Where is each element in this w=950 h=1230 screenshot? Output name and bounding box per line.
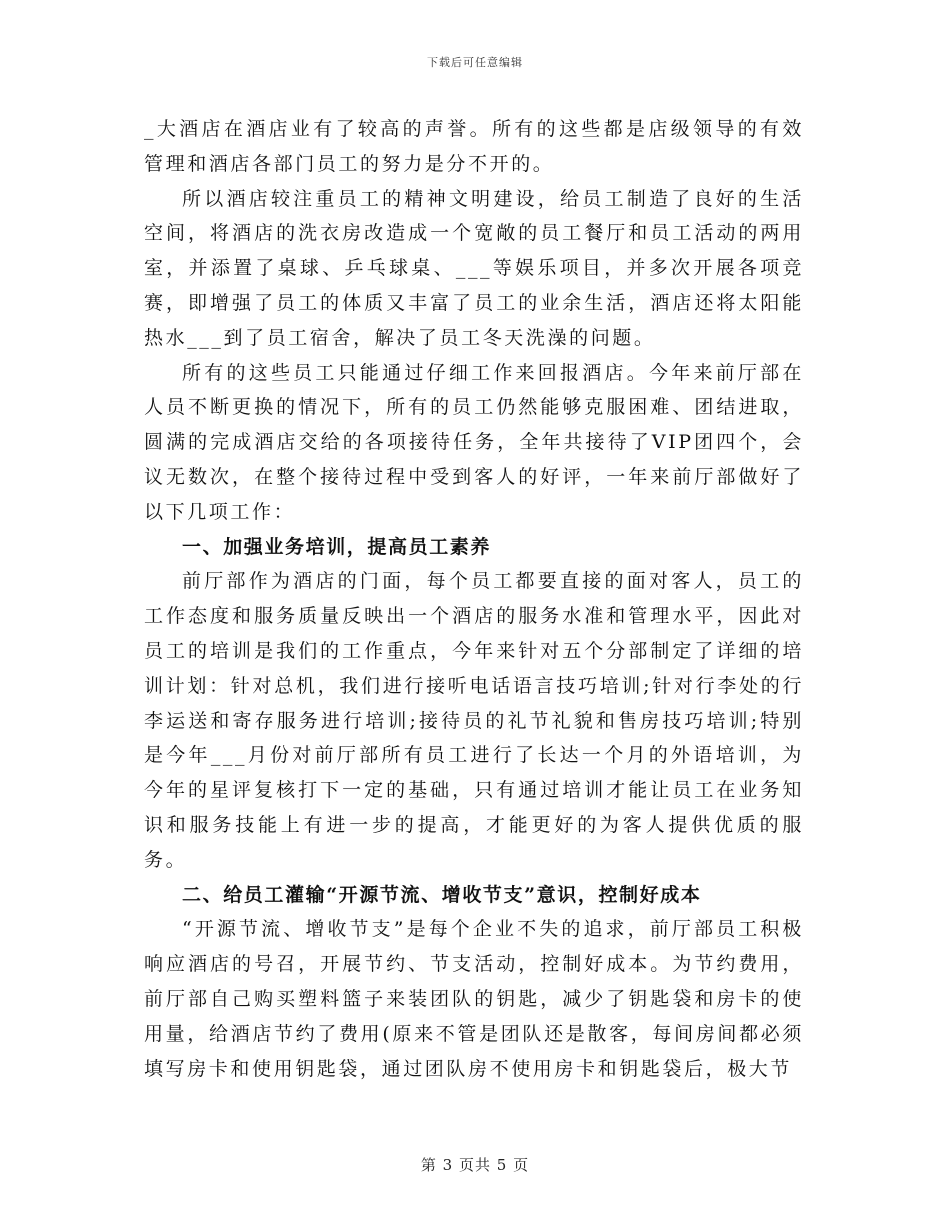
page-header: 下载后可任意编辑 bbox=[427, 56, 523, 69]
paragraph-2: 所以酒店较注重员工的精神文明建设，给员工制造了良好的生活空间，将酒店的洗衣房改造成一个宽敞的员工餐厅和员工活动的两用室，并添置了桌球、乒乓球桌、___等娱乐项目，并多次开展各项竞赛，即增强了员工的体质又丰富了员工的业余生活，酒店还将太阳能热水___到了员工宿舍，解决了员工冬天洗澡的问题。 bbox=[144, 187, 804, 349]
section-heading-1: 一、加强业务培训，提高员工素养 bbox=[182, 535, 492, 558]
document-body bbox=[144, 112, 804, 1086]
paragraph-3: 所有的这些员工只能通过仔细工作来回报酒店。今年来前厅部在人员不断更换的情况下，所有的员工仍然能够克服困难、团结进取，圆满的完成酒店交给的各项接待任务，全年共接待了VIP团四个，会议无数次，在整个接待过程中受到客人的好评，一年来前厅部做好了以下几项工作： bbox=[144, 361, 804, 523]
paragraph-4: 前厅部作为酒店的门面，每个员工都要直接的面对客人，员工的工作态度和服务质量反映出一个酒店的服务水准和管理水平，因此对员工的培训是我们的工作重点，今年来针对五个分部制定了详细的培训计划：针对总机，我们进行接听电话语言技巧培训;针对行李处的行李运送和寄存服务进行培训;接待员的礼节礼貌和售房技巧培训;特别是今年___月份对前厅部所有员工进行了长达一个月的外语培训，为今年的星评复核打下一定的基础，只有通过培训才能让员工在业务知识和服务技能上有进一步的提高，才能更好的为客人提供优质的服务。 bbox=[144, 570, 804, 871]
paragraph-1: _大酒店在酒店业有了较高的声誉。所有的这些都是店级领导的有效管理和酒店各部门员工的努力是分不开的。 bbox=[144, 118, 804, 175]
paragraph-5: “开源节流、增收节支”是每个企业不失的追求，前厅部员工积极响应酒店的号召，开展节约、节支活动，控制好成本。为节约费用，前厅部自己购买塑料篮子来装团队的钥匙，减少了钥匙袋和房卡的使用量，给酒店节约了费用(原来不管是团队还是散客，每间房间都必须填写房卡和使用钥匙袋，通过团队房不使用房卡和钥匙袋后，极大节 bbox=[144, 918, 804, 1080]
section-heading-2: 二、给员工灌输“开源节流、增收节支”意识，控制好成本 bbox=[182, 883, 702, 906]
page-footer: 第 3 页共 5 页 bbox=[420, 1156, 530, 1174]
